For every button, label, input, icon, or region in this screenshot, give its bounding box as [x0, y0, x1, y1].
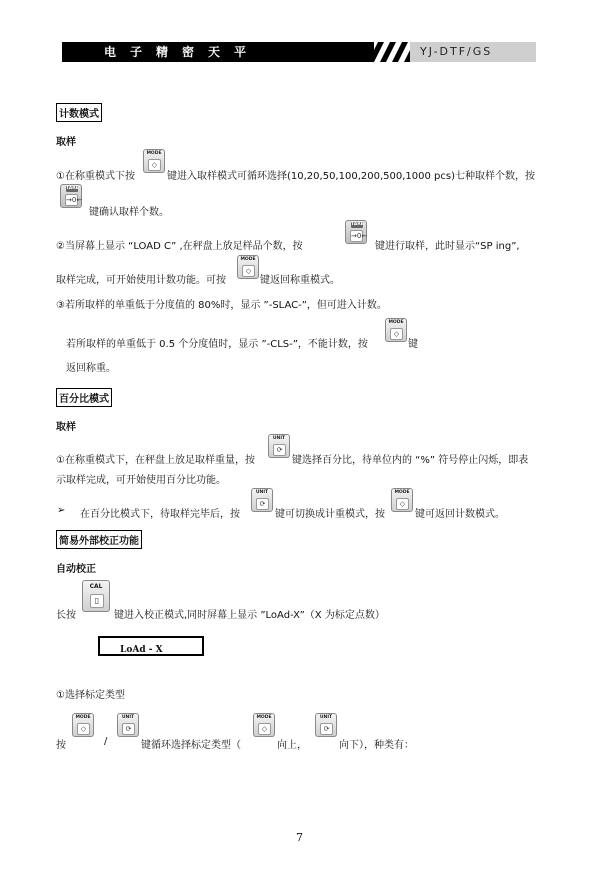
count-p2-b: 键进行取样，此时显示“SP ing”,	[375, 241, 520, 252]
percent-p1-a: ①在称重模式下，在秤盘上放足取样重量，按	[56, 455, 255, 466]
calibration-p1-a: 长按	[56, 610, 76, 621]
key-label: MODE	[240, 257, 256, 262]
key-label: MODE	[388, 320, 404, 325]
cal-key-icon	[82, 580, 110, 612]
calibration-p3-e: 向下），种类有：	[339, 740, 414, 751]
key-symbol: ◇	[396, 498, 409, 510]
count-p2-c: 取样完成，可开始使用计数功能。可按	[56, 275, 226, 286]
count-p4-c: 返回称重。	[66, 363, 116, 374]
key-label: UNIT	[272, 436, 286, 441]
count-p1-b: 键进入取样模式可循环选择(10,20,50,100,200,500,1000 pcs)七种取样个数，按	[167, 171, 535, 182]
key-symbol: ◇	[258, 723, 271, 735]
key-symbol: ⟳	[256, 498, 269, 510]
key-symbol: ◇	[77, 723, 90, 735]
key-label: UNIT	[255, 490, 269, 495]
unit-key-icon	[315, 713, 337, 737]
header-title: 电子精密天平	[104, 45, 261, 59]
count-p4-a: 若所取样的单重低于 0.5 个分度值时，显示 ”-CLS-”，不能计数，按	[66, 339, 368, 350]
calibration-subheading: 自动校正	[56, 564, 96, 575]
percent-mode-subheading: 取样	[56, 422, 76, 433]
key-label: MODE	[146, 151, 162, 156]
key-label: UNIT	[121, 715, 135, 720]
key-label: TARE	[66, 186, 79, 191]
count-p2-a: ②当屏幕上显示 “LOAD C” ,在秤盘上放足样品个数，按	[56, 241, 303, 252]
calibration-p3-d: 向上，	[277, 740, 307, 751]
key-symbol: ⟳	[320, 723, 333, 735]
key-label: UNIT	[319, 715, 333, 720]
page-number: 7	[296, 831, 303, 844]
calibration-p3-c: 键循环选择标定类型（	[141, 740, 241, 751]
count-p3: ③若所取样的单重低于分度值的 80%时，显示 ”-SLAC-”，但可进入计数。	[56, 300, 387, 311]
percent-p1-c: 示取样完成，可开始使用百分比功能。	[56, 475, 226, 486]
calibration-heading: 简易外部校正功能	[56, 530, 142, 549]
mode-key-icon	[72, 713, 94, 737]
key-symbol: ⟳	[273, 444, 286, 456]
key-label: MODE	[394, 490, 410, 495]
count-mode-heading: 计数模式	[56, 103, 102, 122]
key-symbol: →0←	[66, 196, 83, 204]
calibration-p3-b: /	[104, 736, 108, 747]
percent-p2-a: 在百分比模式下，待取样完毕后，按	[80, 509, 240, 520]
lcd-display	[98, 636, 204, 656]
key-symbol: ▯	[90, 594, 104, 608]
count-p1-c: 键确认取样个数。	[89, 207, 169, 218]
mode-key-icon	[385, 318, 407, 342]
calibration-p1-b: 键进入校正模式,同时屏幕上显示 ”LoAd-X”（X 为标定点数）	[114, 610, 385, 621]
key-symbol: ◇	[390, 328, 403, 340]
unit-key-icon	[268, 434, 290, 458]
key-label: MODE	[75, 715, 91, 720]
key-label: TARE	[351, 222, 364, 227]
percent-p2-c: 键可返回计数模式。	[415, 509, 505, 520]
key-symbol: ⟳	[122, 723, 135, 735]
key-label: CAL	[89, 583, 103, 590]
key-symbol: ◇	[148, 159, 161, 171]
header-model: YJ-DTF/GS	[420, 45, 493, 58]
key-label: MODE	[256, 715, 272, 720]
bullet-arrow: ➢	[57, 505, 66, 516]
percent-p2-b: 键可切换成计重模式，按	[275, 509, 385, 520]
mode-key-icon	[253, 713, 275, 737]
unit-key-icon	[251, 488, 273, 512]
count-mode-subheading: 取样	[56, 137, 76, 148]
count-p4-b: 键	[408, 339, 418, 350]
key-symbol: ◇	[242, 265, 255, 277]
count-p2-d: 键返回称重模式。	[260, 275, 340, 286]
calibration-p3-a: 按	[56, 740, 66, 751]
mode-key-icon	[237, 255, 259, 279]
mode-key-icon	[143, 149, 165, 173]
calibration-p2: ①选择标定类型	[56, 690, 125, 701]
tare-key-icon	[345, 220, 367, 244]
tare-key-icon	[60, 184, 82, 208]
percent-p1-b: 键选择百分比，待单位内的 “%” 符号停止闪烁，即表	[292, 455, 529, 466]
key-symbol: →0←	[351, 232, 368, 240]
mode-key-icon	[391, 488, 413, 512]
percent-mode-heading: 百分比模式	[56, 388, 112, 407]
lcd-text: LoAd - X	[120, 645, 163, 655]
unit-key-icon	[117, 713, 139, 737]
count-p1-a: ①在称重模式下按	[56, 171, 135, 182]
